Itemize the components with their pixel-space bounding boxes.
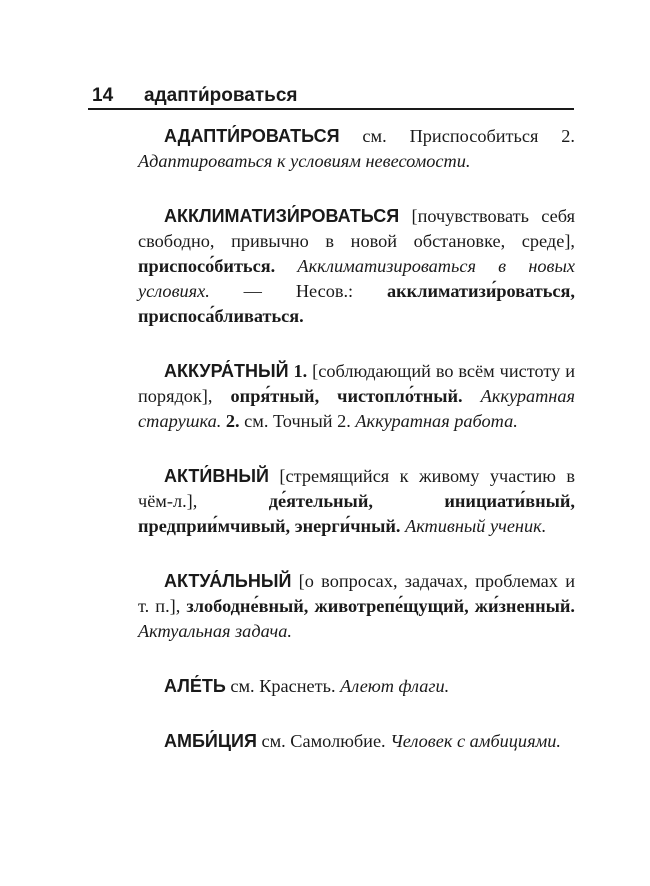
headword: АМБИ́ЦИЯ bbox=[164, 731, 257, 751]
synonym: акклиматизи́роваться, приспоса́бливаться. bbox=[138, 281, 575, 326]
sense-number: 2. bbox=[225, 411, 240, 431]
usage-example: Активный ученик. bbox=[405, 516, 547, 536]
entry-alet bbox=[138, 674, 575, 699]
page-number: 14 bbox=[92, 85, 114, 106]
entry-aktivny bbox=[138, 464, 575, 539]
usage-example: Аккуратная работа. bbox=[355, 411, 518, 431]
entry-text: см. Приспособиться 2. bbox=[339, 126, 575, 146]
dictionary-body bbox=[138, 124, 575, 784]
headword: АДАПТИ́РОВАТЬСЯ bbox=[164, 126, 340, 146]
headword: АКТУА́ЛЬНЫЙ bbox=[164, 571, 292, 591]
synonym: опря́тный, чистопло́тный. bbox=[230, 386, 463, 406]
usage-example: Адаптироваться к условиям невесомости. bbox=[138, 151, 471, 171]
entry-text: см. Краснеть. bbox=[225, 676, 341, 696]
usage-example: Акклиматизироваться в новых условиях. bbox=[138, 256, 575, 301]
headword: АЛЕ́ТЬ bbox=[164, 676, 226, 696]
entry-text bbox=[463, 386, 481, 406]
entry-text: [стремящийся к живому участию в чём-л.], bbox=[138, 466, 575, 511]
entry-aktualny bbox=[138, 569, 575, 644]
running-head: адапти́роваться bbox=[144, 85, 298, 106]
usage-example: Актуальная задача. bbox=[138, 621, 292, 641]
headword: АККУРА́ТНЫЙ bbox=[164, 361, 289, 381]
synonym: приспосо́биться. bbox=[138, 256, 276, 276]
usage-example: Человек с амбициями. bbox=[390, 731, 561, 751]
entry-akklimatizirovatsya bbox=[138, 204, 575, 329]
headword: АКТИ́ВНЫЙ bbox=[164, 466, 269, 486]
sense-number: 1. bbox=[293, 361, 308, 381]
entry-text bbox=[275, 256, 297, 276]
entry-adaptirovatsya bbox=[138, 124, 575, 174]
header-rule bbox=[88, 108, 574, 110]
entry-text: [о вопросах, задачах, проблемах и т. п.], bbox=[138, 571, 575, 616]
entry-text: [почувствовать себя свободно, привычно в новой обстановке, среде], bbox=[138, 206, 575, 251]
entry-text: см. Точный 2. bbox=[239, 411, 356, 431]
usage-example: Алеют флаги. bbox=[340, 676, 450, 696]
headword: АККЛИМАТИЗИ́РОВАТЬСЯ bbox=[164, 206, 400, 226]
entry-text: — Несов.: bbox=[209, 281, 387, 301]
synonym: злободне́вный, животрепе́щущий, жи́зненный. bbox=[186, 596, 576, 616]
synonym: де́ятельный, инициати́вный, предприи́мчивый, энерги́чный. bbox=[138, 491, 575, 536]
entry-text: см. Самолюбие. bbox=[256, 731, 391, 751]
entry-text: [соблюдающий во всём чистоту и порядок], bbox=[138, 361, 575, 406]
entry-akkuratny bbox=[138, 359, 575, 434]
usage-example: Аккуратная старушка. bbox=[138, 386, 576, 431]
entry-ambitsiya bbox=[138, 729, 575, 754]
